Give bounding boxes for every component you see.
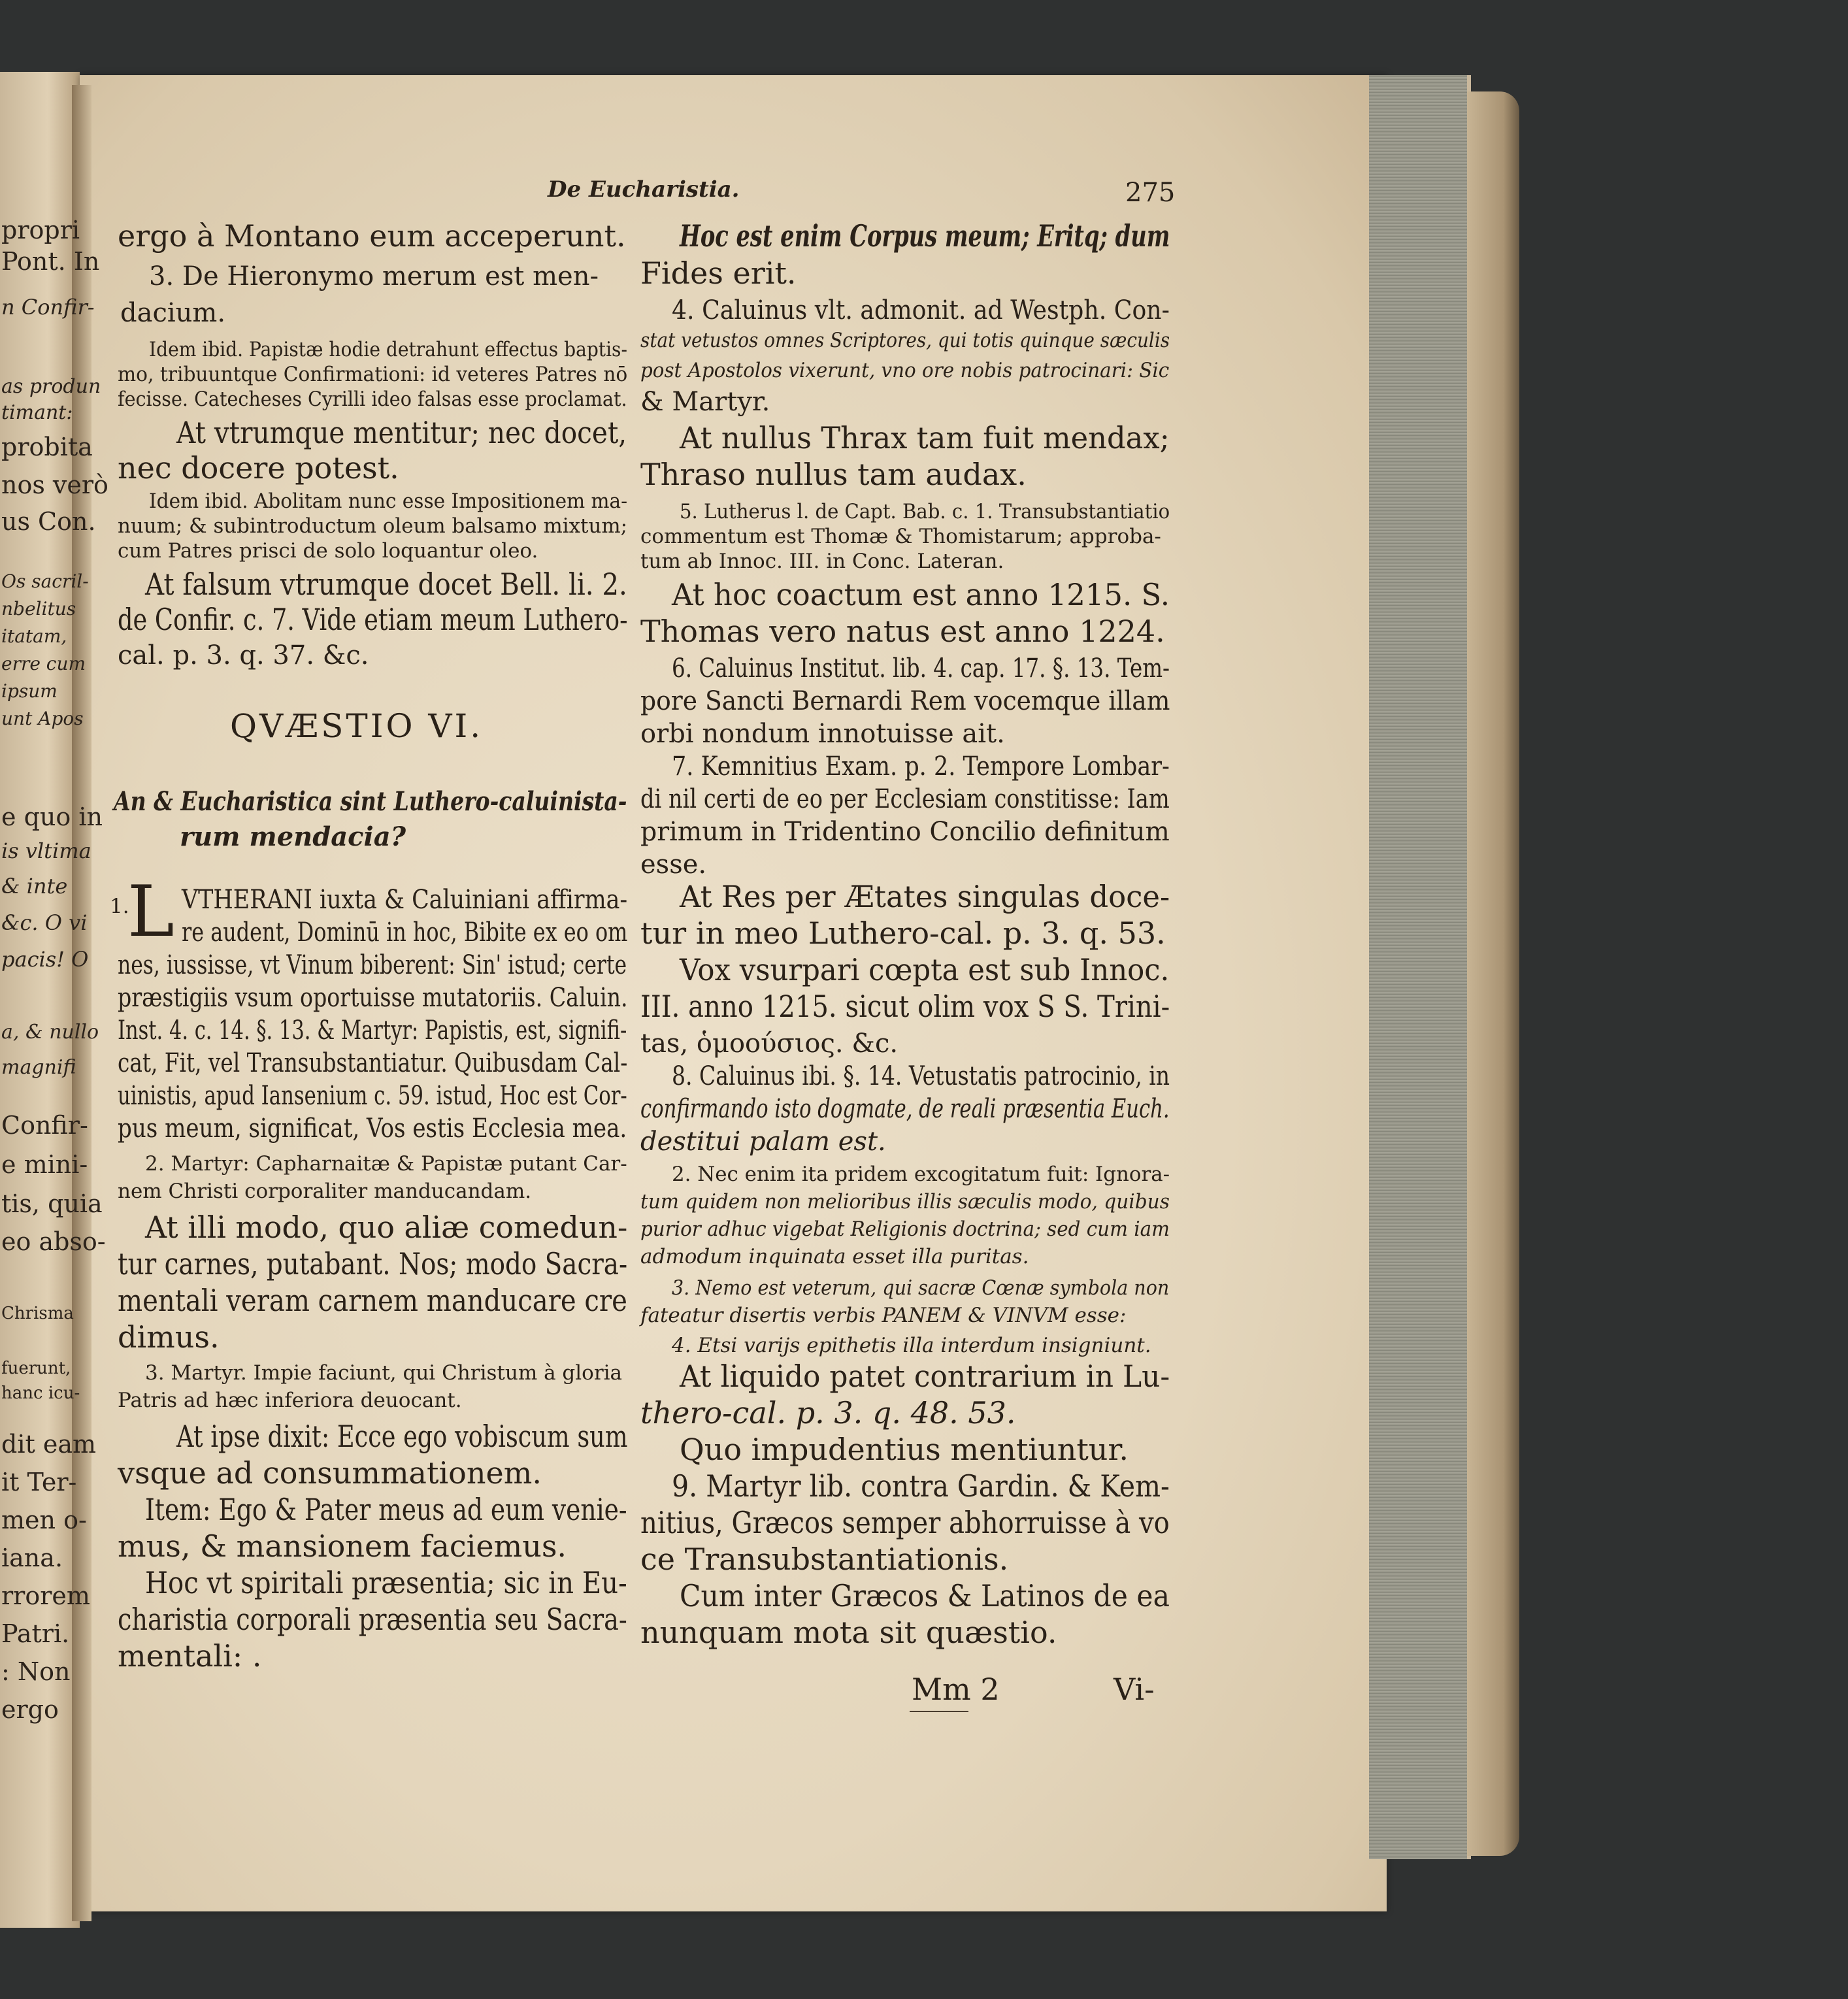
text-line: fateatur disertis verbis PANEM & VINVM esse: <box>640 1304 1127 1327</box>
text-line: nunquam mota sit quæstio. <box>640 1615 1057 1650</box>
margin-fragment: propri <box>1 216 80 244</box>
text-line: Thraso nullus tam audax. <box>640 457 1027 492</box>
margin-fragment: tis, quia <box>1 1189 103 1218</box>
text-line: fecisse. Catecheses Cyrilli ideo falsas esse proclamat. <box>118 388 627 411</box>
text-line: Item: Ego & Pater meus ad eum venie- <box>145 1492 627 1527</box>
text-line: cat, Fit, vel Transubstantiatur. Quibusdam Cal- <box>118 1048 628 1078</box>
text-line: At illi modo, quo aliæ comedun- <box>145 1210 628 1245</box>
text-line: nitius, Græcos semper abhorruisse à vo <box>640 1505 1170 1540</box>
text-line: nec docere potest. <box>118 450 399 486</box>
text-line: 3. Nemo est veterum, qui sacræ Cœnæ symbola non <box>672 1276 1170 1300</box>
margin-fragment: men o- <box>1 1506 87 1534</box>
text-line: pore Sancti Bernardi Rem vocemque illam <box>640 686 1170 716</box>
margin-fragment: : Non <box>1 1657 71 1686</box>
text-line: destitui palam est. <box>640 1127 886 1157</box>
text-line: uinistis, apud Iansenium c. 59. istud, Hoc est Cor- <box>118 1081 627 1111</box>
margin-fragment: & inte <box>1 874 68 899</box>
margin-fragment: ipsum <box>1 680 58 702</box>
margin-fragment: nos verò <box>1 471 108 499</box>
text-line: de Confir. c. 7. Vide etiam meum Luthero- <box>118 602 628 637</box>
text-line: mentali veram carnem manducare cre <box>118 1283 627 1318</box>
margin-fragment: timant: <box>1 401 73 424</box>
text-line: dacium. <box>120 298 226 328</box>
text-line: tas, ὁμοούσιος. &c. <box>640 1029 899 1059</box>
text-line: confirmando isto dogmate, de reali præsentia Euch. <box>640 1094 1170 1124</box>
text-line: At ipse dixit: Ecce ego vobiscum sum <box>176 1419 628 1454</box>
margin-fragment: dit eam <box>1 1430 97 1459</box>
text-line: di nil certi de eo per Ecclesiam constitisse: Iam <box>640 784 1170 814</box>
margin-fragment: erre cum <box>1 653 86 674</box>
text-line: orbi nondum innotuisse ait. <box>640 719 1005 749</box>
text-line: purior adhuc vigebat Religionis doctrina; sed cum iam <box>640 1217 1170 1241</box>
text-line: Quo impudentius mentiuntur. <box>680 1432 1129 1467</box>
margin-fragment: probita <box>1 433 93 461</box>
text-line: mus, & mansionem faciemus. <box>118 1528 567 1564</box>
text-line: primum in Tridentino Concilio definitum <box>640 817 1170 847</box>
margin-fragment: unt Apos <box>1 708 84 729</box>
page-number: 275 <box>1125 178 1176 208</box>
fore-edge-leaves <box>1369 75 1471 1859</box>
question-heading: QVÆSTIO VI. <box>230 707 484 745</box>
text-line: re audent, Dominū in hoc, Bibite ex eo om <box>182 917 628 948</box>
text-line: ce Transubstantiationis. <box>640 1542 1009 1577</box>
text-line: Idem ibid. Abolitam nunc esse Impositionem ma- <box>149 489 628 513</box>
text-line: 2. Martyr: Capharnaitæ & Papistæ putant Car- <box>145 1152 627 1176</box>
margin-fragment: nbelitus <box>1 598 76 620</box>
margin-fragment: us Con. <box>1 507 96 536</box>
text-line: At liquido patet contrarium in Lu- <box>680 1359 1170 1394</box>
signature-mark: Mm 2 <box>912 1672 1000 1707</box>
text-line: tur in meo Luthero-cal. p. 3. q. 53. <box>640 916 1166 951</box>
text-line: 3. Martyr. Impie faciunt, qui Christum à gloria <box>145 1361 623 1385</box>
text-line: Hoc est enim Corpus meum; Eritq; dum <box>680 218 1170 254</box>
text-line: III. anno 1215. sicut olim vox S S. Trini- <box>640 989 1170 1024</box>
text-line: 5. Lutherus l. de Capt. Bab. c. 1. Transubstantiatio <box>680 500 1170 523</box>
margin-fragment: magnifi <box>1 1056 76 1079</box>
text-line: Idem ibid. Papistæ hodie detrahunt effectus baptis- <box>149 338 627 361</box>
margin-fragment: Patri. <box>1 1619 70 1648</box>
left-page-edge <box>0 72 80 1928</box>
text-line: tum ab Innoc. III. in Conc. Lateran. <box>640 550 1004 573</box>
text-line: At vtrumque mentitur; nec docet, <box>176 415 627 450</box>
text-line: vsque ad consummationem. <box>118 1455 542 1491</box>
text-line: stat vetustos omnes Scriptores, qui totis quinque sæculis <box>640 329 1170 352</box>
text-line: At Res per Ætates singulas doce- <box>680 879 1170 914</box>
text-line: tum quidem non melioribus illis sæculis modo, quibus <box>640 1190 1170 1214</box>
margin-fragment: Pont. In <box>1 247 100 276</box>
text-line: 3. De Hieronymo merum est men- <box>149 261 599 291</box>
text-line: mentali: . <box>118 1638 262 1674</box>
text-line: Fides erit. <box>640 256 797 291</box>
text-line: commentum est Thomæ & Thomistarum; approba- <box>640 525 1161 548</box>
margin-fragment: Confir- <box>1 1111 88 1140</box>
text-line: cum Patres prisci de solo loquantur oleo. <box>118 539 538 563</box>
text-line: 4. Etsi varijs epithetis illa interdum insigniunt. <box>672 1334 1151 1357</box>
margin-fragment: iana. <box>1 1544 63 1572</box>
text-line: post Apostolos vixerunt, vno ore nobis patrocinari: Sic <box>640 359 1170 382</box>
text-line: Cum inter Græcos & Latinos de ea <box>680 1578 1170 1613</box>
margin-fragment: Os sacril- <box>1 570 89 592</box>
paragraph-number: 1. <box>110 895 129 918</box>
margin-fragment: is vltima <box>1 838 91 863</box>
margin-fragment: n Confir- <box>1 295 95 320</box>
question-title: An & Eucharistica sint Luthero-caluinista- <box>114 786 627 817</box>
text-line: At falsum vtrumque docet Bell. li. 2. <box>145 567 627 602</box>
margin-fragment: eo abso- <box>1 1227 106 1256</box>
text-line: 6. Caluinus Institut. lib. 4. cap. 17. §. 13. Tem- <box>672 653 1170 684</box>
text-line: Inst. 4. c. 14. §. 13. & Martyr: Papistis, est, signifi- <box>118 1016 627 1046</box>
text-line: mo, tribuuntque Confirmationi: id veteres Patres nō <box>118 363 628 386</box>
text-line: nem Christi corporaliter manducandam. <box>118 1180 532 1203</box>
text-line: pus meum, significat, Vos estis Ecclesia mea. <box>118 1114 627 1144</box>
text-line: At hoc coactum est anno 1215. S. <box>672 577 1170 612</box>
text-line: thero-cal. p. 3. q. 48. 53. <box>640 1395 1016 1430</box>
text-line: dimus. <box>118 1319 220 1355</box>
margin-fragment: hanc icu- <box>1 1383 80 1403</box>
signature-underline <box>910 1711 968 1712</box>
text-line: Patris ad hæc inferiora deuocant. <box>118 1389 462 1412</box>
margin-fragment: it Ter- <box>1 1468 77 1496</box>
gutter-shadow <box>72 85 91 1921</box>
text-line: charistia corporali præsentia seu Sacra- <box>118 1602 627 1637</box>
text-line: nuum; & subintroductum oleum balsamo mixtum; <box>118 514 628 538</box>
text-line: nes, iussisse, vt Vinum biberent: Sin' istud; certe <box>118 950 627 980</box>
margin-fragment: a, & nullo <box>1 1021 99 1044</box>
text-line: Thomas vero natus est anno 1224. <box>640 614 1165 649</box>
margin-fragment: e mini- <box>1 1150 88 1179</box>
text-line: esse. <box>640 850 707 880</box>
text-line: At nullus Thrax tam fuit mendax; <box>680 420 1170 455</box>
text-line: admodum inquinata esset illa puritas. <box>640 1245 1029 1268</box>
text-line: Hoc vt spiritali præsentia; sic in Eu- <box>145 1565 627 1600</box>
text-line: 4. Caluinus vlt. admonit. ad Westph. Con- <box>672 295 1170 325</box>
margin-fragment: pacis! O <box>1 947 89 972</box>
text-line: 8. Caluinus ibi. §. 14. Vetustatis patrocinio, in <box>672 1061 1170 1091</box>
book-cover-edge <box>1467 91 1519 1856</box>
text-line: VTHERANI iuxta & Caluiniani affirma- <box>182 885 628 915</box>
margin-fragment: itatam, <box>1 625 67 647</box>
margin-fragment: as produn <box>1 375 101 398</box>
text-line: præstigiis vsum oportuisse mutatoriis. Caluin. <box>118 983 628 1013</box>
text-line: cal. p. 3. q. 37. &c. <box>118 640 369 670</box>
text-line: & Martyr. <box>640 387 770 417</box>
text-line: 9. Martyr lib. contra Gardin. & Kem- <box>672 1468 1170 1504</box>
text-line: Vox vsurpari cœpta est sub Innoc. <box>680 952 1170 987</box>
margin-fragment: rrorem <box>1 1581 90 1610</box>
margin-fragment: Chrisma <box>1 1304 74 1323</box>
margin-fragment: &c. O vi <box>1 910 88 935</box>
margin-fragment: e quo in <box>1 802 103 831</box>
text-line: 7. Kemnitius Exam. p. 2. Tempore Lombar- <box>672 752 1170 782</box>
question-title: rum mendacia? <box>180 821 406 852</box>
margin-fragment: fuerunt, <box>1 1359 71 1378</box>
text-line: tur carnes, putabant. Nos; modo Sacra- <box>118 1246 628 1281</box>
catchword: Vi- <box>1114 1672 1155 1707</box>
text-line: 2. Nec enim ita pridem excogitatum fuit: Ignora- <box>672 1163 1170 1186</box>
drop-cap: L <box>127 871 174 953</box>
running-head: De Eucharistia. <box>548 176 740 203</box>
text-line: ergo à Montano eum acceperunt. <box>118 218 626 254</box>
margin-fragment: ergo <box>1 1695 59 1724</box>
